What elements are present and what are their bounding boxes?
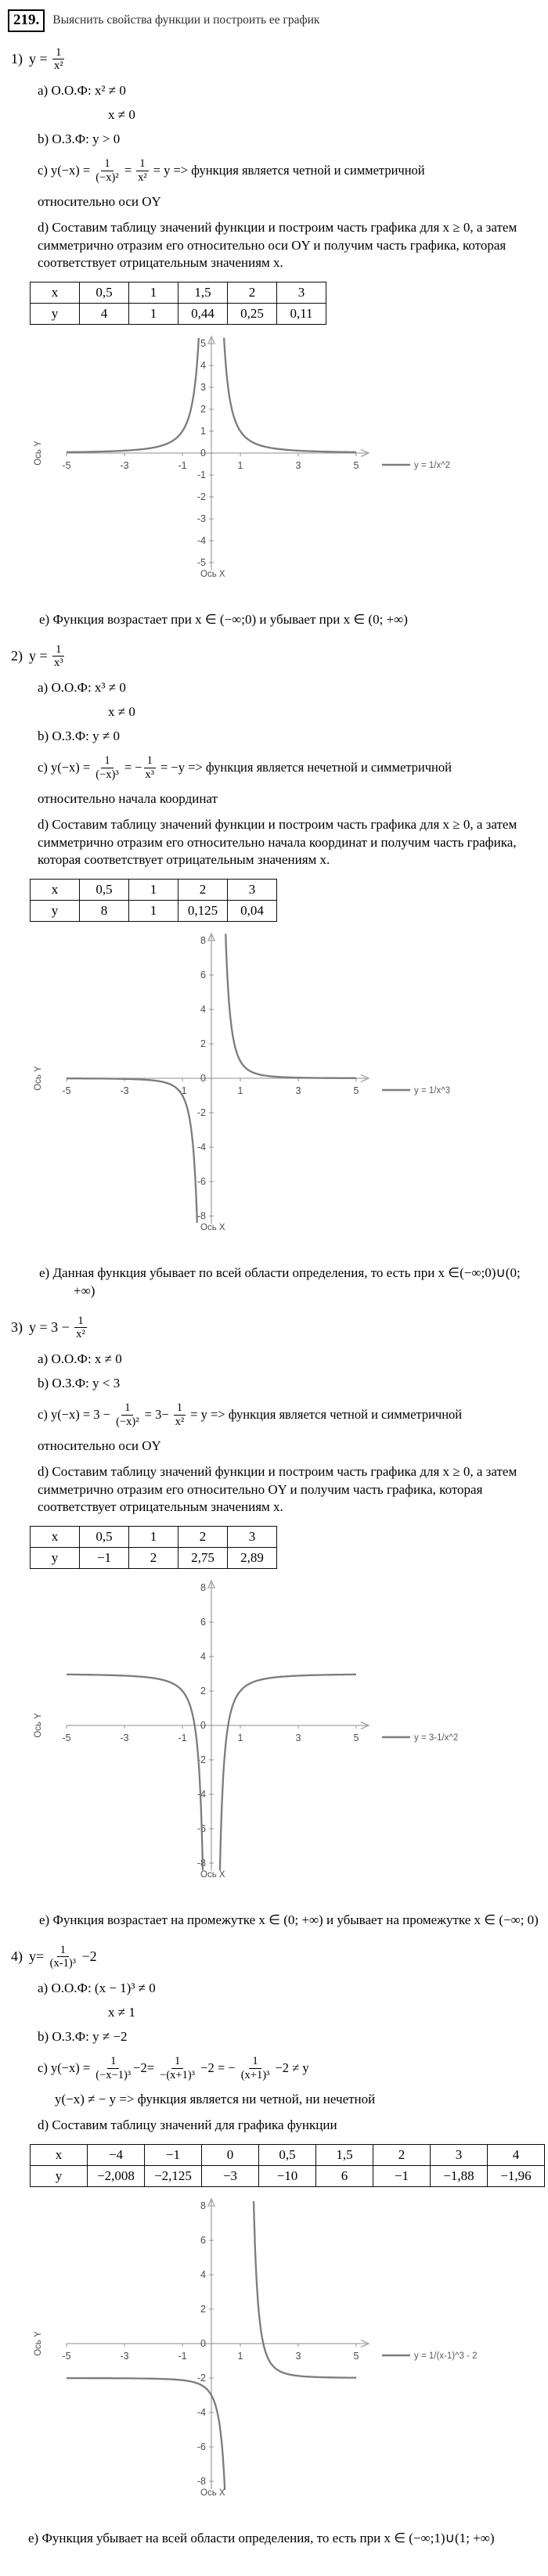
section-2-heading — [11, 642, 543, 671]
section-1-values-table: x 0,5 1 1,5 2 3 y 4 1 0,44 0,25 0,11 — [30, 282, 326, 325]
svg-text:0: 0 — [200, 447, 206, 459]
section-4-monotonicity-line: e) Функция убывает на всей области определения, то есть при x ∈ (−∞;1)∪(1; +∞) — [28, 2530, 495, 2545]
svg-text:y = 1/(x-1)^3 - 2: y = 1/(x-1)^3 - 2 — [414, 2351, 478, 2361]
svg-text:1: 1 — [200, 425, 206, 437]
section-2-domain-sub-line: x ≠ 0 — [108, 704, 135, 720]
section-1-table-description: d) Составим таблицу значений функции и построим часть графика для x ≥ 0, а затем симметрично отразим его относительно оси OY и получим часть графика, которая соответствует отрицательным значениям x. — [38, 220, 517, 271]
svg-text:-3: -3 — [120, 1085, 129, 1096]
svg-text:y = 3-1/x^2: y = 3-1/x^2 — [414, 1732, 459, 1743]
svg-text:-3: -3 — [120, 459, 129, 471]
svg-text:3: 3 — [200, 381, 206, 393]
svg-text:4: 4 — [200, 2268, 206, 2280]
svg-text:8: 8 — [200, 934, 206, 946]
svg-text:6: 6 — [200, 1616, 206, 1628]
problem-title: Выяснить свойства функции и построить ее график — [52, 13, 320, 27]
section-4-table-description: d) Составим таблицу значений для графика функции — [38, 2117, 337, 2133]
svg-text:-5: -5 — [62, 1085, 71, 1096]
svg-text:-4: -4 — [196, 1788, 206, 1800]
section-3-function-graph — [6, 1575, 543, 1902]
svg-text:Ось Y: Ось Y — [34, 1712, 43, 1738]
section-4-domain-line: a) О.О.Ф: (x − 1)³ ≠ 0 — [38, 1980, 156, 1995]
problem-number: 219. — [8, 9, 45, 32]
section-4-heading — [11, 1942, 543, 1972]
svg-text:6: 6 — [200, 2234, 206, 2246]
section-4-values-table: x −4 −1 0 0,5 1,5 2 3 4 y −2,008 −2,125 −3 −10 6 −1 −1,88 −1,96 — [30, 2144, 545, 2187]
section-4 — [6, 1942, 543, 2548]
svg-text:-8: -8 — [196, 1857, 206, 1869]
svg-text:3: 3 — [295, 459, 301, 471]
svg-text:5: 5 — [353, 2350, 359, 2362]
section-3-range-line: b) О.З.Ф: y < 3 — [38, 1375, 121, 1391]
section-4-parity-line: c) y(−x) = $\frac{1}{\text{(−x−1)³}}$ −2= $\frac{1}{\text{−(x+1)³}}$ −2 = − $\frac{1}{\text{(x+1)³}}$ −2 ≠ y — [38, 2054, 309, 2081]
section-2-parity-cont-line: относительно начала координат — [38, 791, 218, 807]
svg-text:3: 3 — [295, 1732, 301, 1743]
svg-text:Ось X: Ось X — [200, 1869, 225, 1880]
svg-text:-6: -6 — [196, 2441, 206, 2452]
svg-text:3: 3 — [295, 1085, 301, 1096]
svg-text:-5: -5 — [62, 2350, 71, 2362]
section-3-table-description: d) Составим таблицу значений функции и построим часть графика для x ≥ 0, а затем симметрично отразим его относительно OY и получим часть графика, которая соответствует отрицательным значениям x. — [38, 1464, 517, 1515]
svg-text:Ось X: Ось X — [200, 569, 225, 579]
svg-text:-1: -1 — [178, 1085, 187, 1096]
section-2-function-formula: y = $\frac{1}{\text{x³}}$ — [29, 642, 63, 670]
svg-text:Ось Y: Ось Y — [34, 1065, 43, 1091]
svg-text:4: 4 — [200, 1003, 206, 1015]
svg-text:8: 8 — [200, 2200, 206, 2211]
section-1-parity-cont-line: относительно оси OY — [38, 194, 161, 210]
svg-text:-8: -8 — [196, 2475, 206, 2487]
section-2-table-description: d) Составим таблицу значений функции и построим часть графика для x ≥ 0, а затем симметрично отразим его относительно начала координат и получим часть графика, которая соответствует отрицательным значениям x. — [38, 817, 517, 868]
section-3-parity-line: c) y(−x) = 3 − $\frac{1}{\text{(−x)²}}$ = 3− $\frac{1}{\text{x²}}$ = y => функция является четной и симметричной — [38, 1401, 463, 1428]
svg-text:-2: -2 — [196, 1754, 206, 1765]
svg-text:-1: -1 — [178, 1732, 187, 1743]
svg-text:5: 5 — [353, 1085, 359, 1096]
section-2-monotonicity-line: e) Данная функция убывает по всей области определения, то есть при x ∈(−∞;0)∪(0; +∞) — [39, 1265, 521, 1298]
svg-text:0: 0 — [200, 1072, 206, 1084]
section-1-function-graph — [6, 331, 543, 602]
svg-text:0: 0 — [200, 2337, 206, 2349]
svg-text:1: 1 — [237, 1732, 243, 1743]
svg-text:-2: -2 — [196, 491, 206, 502]
section-3-values-table: x 0,5 1 2 3 y −1 2 2,75 2,89 — [30, 1526, 277, 1569]
section-1 — [6, 45, 543, 629]
section-1-domain-sub-line: x ≠ 0 — [108, 107, 135, 123]
section-2-label: 2) — [11, 648, 23, 664]
section-3 — [6, 1313, 543, 1930]
svg-text:y = 1/x^2: y = 1/x^2 — [414, 460, 450, 470]
section-3-monotonicity-line: e) Функция возрастает на промежутке x ∈ (0; +∞) и убывает на промежутке x ∈ (−∞; 0) — [39, 1912, 539, 1927]
svg-text:1: 1 — [237, 2350, 243, 2362]
svg-text:-2: -2 — [196, 1106, 206, 1118]
svg-text:5: 5 — [353, 1732, 359, 1743]
svg-text:-8: -8 — [196, 1210, 206, 1221]
section-3-function-formula: y = 3 − $\frac{1}{\text{x²}}$ — [29, 1314, 85, 1341]
section-1-label: 1) — [11, 51, 23, 67]
svg-text:Ось X: Ось X — [200, 1222, 225, 1232]
svg-text:-1: -1 — [178, 459, 187, 471]
svg-text:-3: -3 — [120, 2350, 129, 2362]
svg-text:-1: -1 — [196, 469, 206, 480]
svg-text:-4: -4 — [196, 534, 206, 546]
svg-text:-6: -6 — [196, 1175, 206, 1187]
svg-text:Ось X: Ось X — [200, 2488, 225, 2498]
svg-text:1: 1 — [237, 1085, 243, 1096]
section-3-parity-cont-line: относительно оси OY — [38, 1438, 161, 1454]
svg-text:y = 1/x^3: y = 1/x^3 — [414, 1085, 450, 1096]
section-2-domain-line: a) О.О.Ф: x³ ≠ 0 — [38, 680, 126, 696]
section-4-label: 4) — [11, 1948, 23, 1965]
section-3-heading — [11, 1313, 543, 1343]
section-3-domain-line: a) О.О.Ф: x ≠ 0 — [38, 1351, 122, 1366]
svg-text:-2: -2 — [196, 2372, 206, 2384]
svg-text:-5: -5 — [196, 556, 206, 568]
svg-text:5: 5 — [200, 337, 206, 349]
svg-text:-5: -5 — [62, 459, 71, 471]
svg-text:-4: -4 — [196, 2406, 206, 2418]
svg-text:2: 2 — [200, 2303, 206, 2315]
svg-text:4: 4 — [200, 359, 206, 371]
section-4-parity-cont-line: y(−x) ≠ − y => функция является ни четной, ни нечетной — [55, 2092, 376, 2107]
svg-text:2: 2 — [200, 1685, 206, 1696]
section-4-function-formula: y= $\frac{1}{\text{(x-1)³}}$ −2 — [29, 1943, 97, 1970]
svg-text:2: 2 — [200, 1038, 206, 1049]
svg-text:3: 3 — [295, 2350, 301, 2362]
section-4-function-graph — [6, 2193, 543, 2520]
section-3-label: 3) — [11, 1319, 23, 1336]
svg-text:-3: -3 — [196, 513, 206, 524]
svg-text:6: 6 — [200, 969, 206, 980]
problem-header — [8, 9, 543, 32]
svg-text:5: 5 — [353, 459, 359, 471]
section-1-function-formula: y = $\frac{1}{\text{x²}}$ — [29, 45, 63, 73]
section-2-range-line: b) О.З.Ф: y ≠ 0 — [38, 729, 120, 744]
svg-text:1: 1 — [237, 459, 243, 471]
svg-text:2: 2 — [200, 403, 206, 415]
section-1-range-line: b) О.З.Ф: y > 0 — [38, 131, 121, 147]
svg-text:Ось Y: Ось Y — [34, 2330, 43, 2356]
section-1-domain-line: a) О.О.Ф: x² ≠ 0 — [38, 83, 126, 99]
svg-text:-3: -3 — [120, 1732, 129, 1743]
svg-text:-6: -6 — [196, 1822, 206, 1834]
section-2-values-table: x 0,5 1 2 3 y 8 1 0,125 0,04 — [30, 879, 277, 922]
section-1-parity-line: c) y(−x) = $\frac{1}{\text{(−x)²}}$ = $\frac{1}{\text{x²}}$ = y => функция является четной и симметричной — [38, 157, 425, 184]
section-2 — [6, 642, 543, 1301]
svg-text:Ось Y: Ось Y — [34, 440, 43, 466]
svg-text:-1: -1 — [178, 2350, 187, 2362]
svg-text:-4: -4 — [196, 1141, 206, 1153]
section-2-function-graph — [6, 928, 543, 1255]
section-1-heading — [11, 45, 543, 74]
svg-text:8: 8 — [200, 1581, 206, 1593]
section-4-domain-sub-line: x ≠ 1 — [108, 2004, 135, 2020]
section-2-parity-line: c) y(−x) = $\frac{1}{\text{(−x)³}}$ = − $\frac{1}{\text{x³}}$ = −y => функция является нечетной и симметричной — [38, 754, 452, 781]
svg-text:0: 0 — [200, 1719, 206, 1731]
svg-text:-5: -5 — [62, 1732, 71, 1743]
section-4-range-line: b) О.З.Ф: y ≠ −2 — [38, 2028, 128, 2044]
svg-text:4: 4 — [200, 1650, 206, 1662]
section-1-monotonicity-line: e) Функция возрастает при x ∈ (−∞;0) и убывает при x ∈ (0; +∞) — [39, 611, 408, 627]
